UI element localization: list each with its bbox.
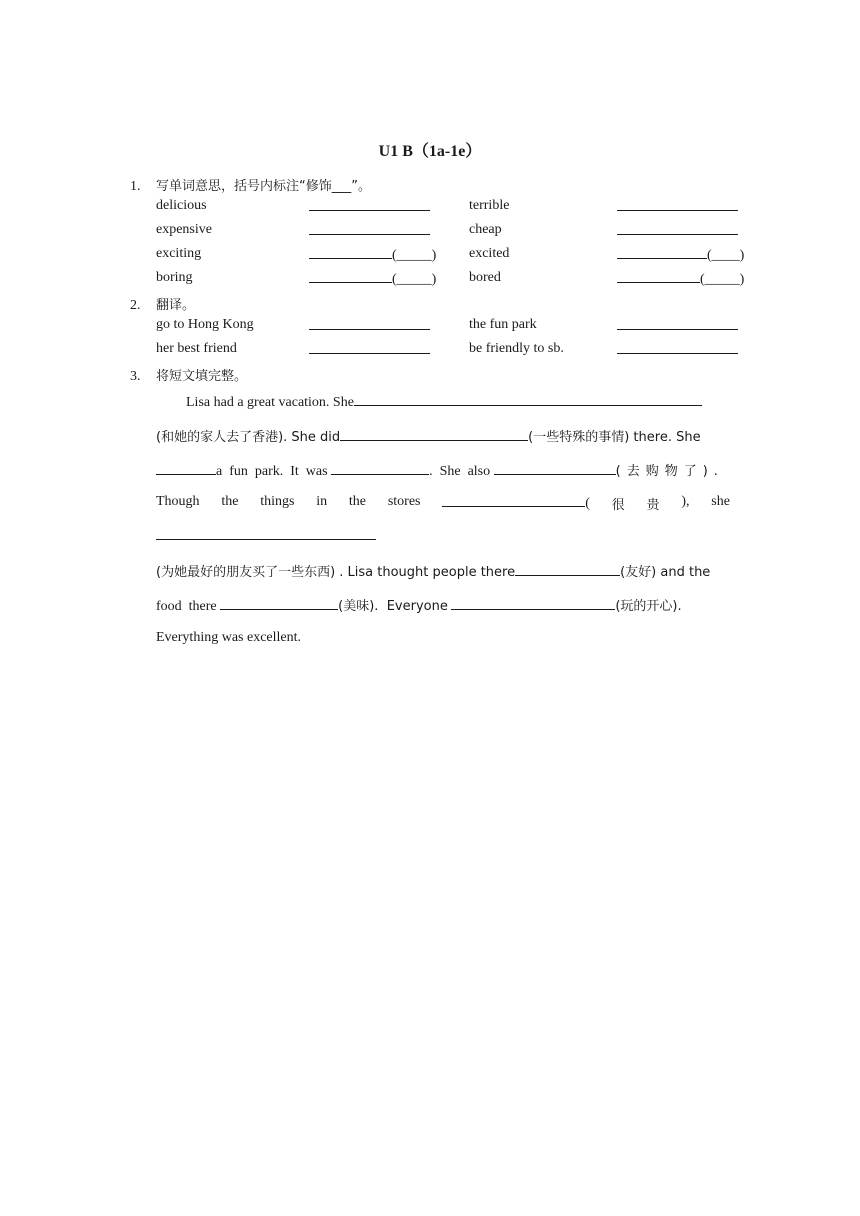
word-delicious: delicious — [156, 198, 207, 213]
passage-word: 贵 — [646, 498, 660, 513]
passage-word: the — [221, 494, 239, 509]
modifier-blank-exciting[interactable]: (_____) — [392, 248, 437, 263]
section-3-instruction: 将短文填完整。 — [156, 369, 248, 384]
passage-word: things — [260, 494, 295, 509]
word-boring: boring — [156, 270, 193, 285]
passage-text: (去购物了). — [615, 464, 724, 479]
answer-blank-exciting[interactable] — [309, 246, 436, 264]
word-excited: excited — [469, 246, 510, 261]
section-1-instruction: 写单词意思，括号内标注“修饰___”。 — [156, 179, 371, 194]
passage-blank-2[interactable] — [340, 428, 528, 441]
passage-blank-9[interactable] — [220, 597, 338, 610]
translation-blank-4[interactable] — [617, 341, 738, 359]
passage-text: (为她最好的朋友买了一些东西) . Lisa thought people there — [156, 565, 516, 580]
passage-blank-8[interactable] — [515, 563, 620, 576]
section-2-number: 2. — [130, 298, 141, 313]
passage-text: . She also — [429, 464, 491, 479]
word-bored: bored — [469, 270, 501, 285]
passage-word: 很 — [611, 498, 625, 513]
passage-blank-3[interactable] — [156, 462, 216, 475]
phrase-her-best-friend: her best friend — [156, 341, 237, 356]
modifier-blank-excited[interactable]: (____) — [707, 248, 745, 263]
answer-blank-bored[interactable] — [617, 270, 744, 288]
phrase-be-friendly-to: be friendly to sb. — [469, 341, 564, 356]
translation-blank-3[interactable] — [309, 341, 430, 359]
passage-word: ( — [585, 496, 590, 511]
section-2-instruction: 翻译。 — [156, 298, 196, 313]
passage-text: (玩的开心). — [615, 599, 682, 614]
passage-line-1 — [156, 393, 730, 411]
section-2-heading — [130, 294, 195, 314]
passage-line-5 — [156, 527, 730, 545]
answer-blank-boring[interactable] — [309, 270, 436, 288]
answer-blank-excited[interactable] — [617, 246, 744, 264]
section-3-heading — [130, 365, 247, 385]
passage-line-7 — [156, 595, 730, 615]
passage-word: ), — [681, 494, 690, 509]
modifier-blank-bored[interactable]: (_____) — [700, 272, 745, 287]
passage-blank-4[interactable] — [331, 462, 429, 475]
page-title: U1 B（1a-1e） — [378, 143, 482, 160]
passage-blank-1[interactable] — [354, 393, 702, 406]
passage-word: stores — [387, 494, 421, 509]
word-cheap: cheap — [469, 222, 502, 237]
answer-blank-terrible[interactable] — [617, 198, 738, 216]
modifier-blank-boring[interactable]: (_____) — [392, 272, 437, 287]
passage-text: (一些特殊的事情) there. She — [528, 430, 701, 445]
answer-blank-delicious[interactable] — [309, 198, 430, 216]
passage-text: a fun park. It was — [216, 464, 328, 479]
passage-blank-6[interactable] — [442, 494, 585, 507]
answer-blank-cheap[interactable] — [617, 222, 738, 240]
translation-blank-1[interactable] — [309, 317, 430, 335]
word-expensive: expensive — [156, 222, 212, 237]
passage-line-6 — [156, 561, 730, 581]
phrase-go-to-hong-kong: go to Hong Kong — [156, 317, 254, 332]
passage-line-2 — [156, 426, 730, 446]
word-exciting: exciting — [156, 246, 202, 261]
section-1-number: 1. — [130, 179, 141, 194]
section-1-heading — [130, 175, 371, 195]
passage-text: (友好) and the — [620, 565, 711, 580]
phrase-the-fun-park: the fun park — [469, 317, 537, 332]
passage-line-4 — [156, 494, 730, 513]
passage-text: (美味). Everyone — [338, 599, 448, 614]
passage-word: in — [316, 494, 328, 509]
passage-text: food there — [156, 599, 217, 614]
section-3-number: 3. — [130, 369, 141, 384]
passage-blank-10[interactable] — [451, 597, 615, 610]
passage-line-8 — [156, 630, 730, 646]
passage-text: Everything was excellent. — [156, 630, 302, 645]
passage-text: Lisa had a great vacation. She — [186, 395, 354, 410]
passage-word: the — [348, 494, 367, 509]
passage-blank-5[interactable] — [494, 462, 616, 475]
passage-word: Though — [156, 494, 200, 509]
word-terrible: terrible — [469, 198, 510, 213]
passage-text: (和她的家人去了香港). She did — [156, 430, 341, 445]
answer-blank-expensive[interactable] — [309, 222, 430, 240]
passage-word: she — [711, 494, 730, 509]
translation-blank-2[interactable] — [617, 317, 738, 335]
passage-line-3 — [156, 460, 730, 480]
passage-blank-7[interactable] — [156, 527, 376, 540]
